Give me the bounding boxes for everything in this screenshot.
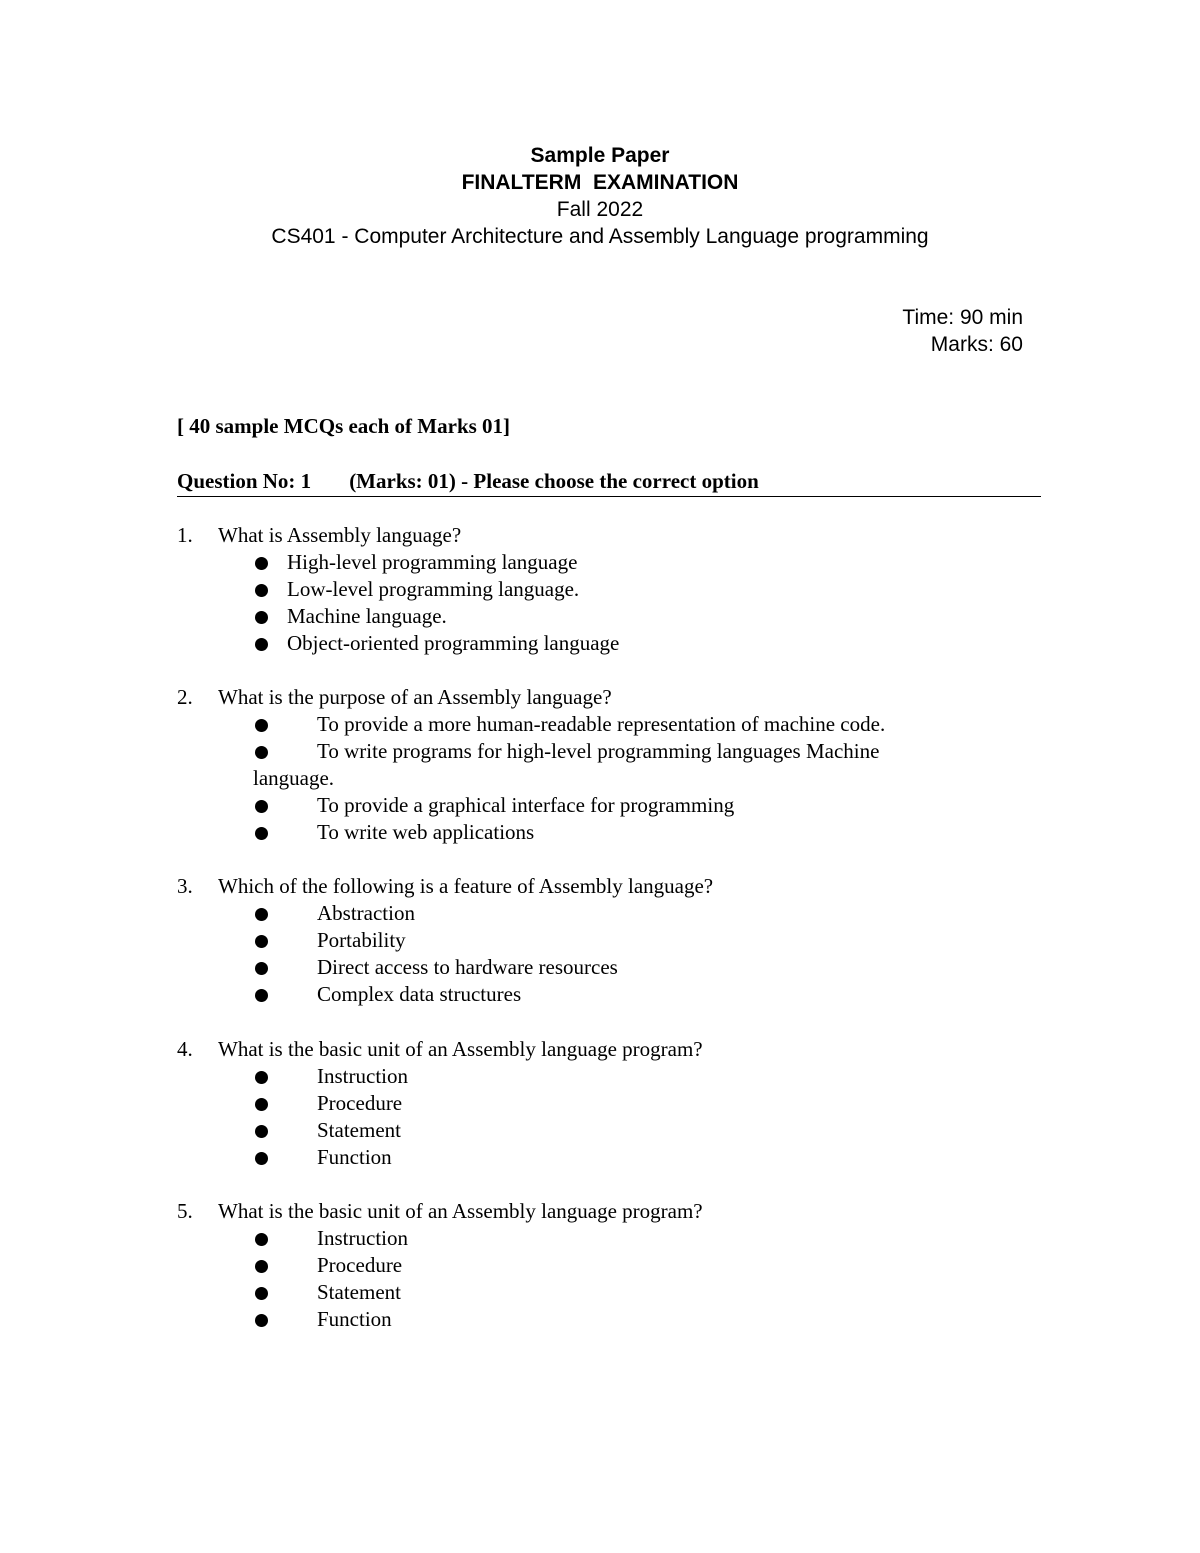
option-item — [177, 1306, 977, 1333]
bullet-icon — [255, 611, 268, 624]
bullet-icon — [255, 1314, 268, 1327]
option-item — [177, 549, 977, 576]
option-item — [177, 792, 977, 819]
question-header — [177, 468, 1041, 497]
bullet-icon — [255, 1233, 268, 1246]
option-item — [177, 1117, 977, 1144]
question-3 — [177, 873, 977, 1008]
question-number: 2. — [177, 685, 193, 709]
question-number: 1. — [177, 523, 193, 547]
option-item — [177, 819, 977, 846]
option-text: High-level programming language — [287, 550, 578, 574]
question-text: What is the basic unit of an Assembly language program? — [218, 1199, 703, 1223]
option-text: To write web applications — [317, 820, 535, 844]
option-text: To write programs for high-level programming languages Machine — [317, 739, 880, 763]
option-item — [177, 1279, 977, 1306]
question-number-label: Question No: 1 — [177, 469, 312, 493]
question-4 — [177, 1036, 977, 1171]
time-allowed: Time: 90 min — [902, 306, 1023, 329]
bullet-icon — [255, 1071, 268, 1084]
bullet-icon — [255, 827, 268, 840]
section-note: [ 40 sample MCQs each of Marks 01] — [177, 414, 511, 438]
option-item — [177, 1090, 977, 1117]
bullet-icon — [255, 962, 268, 975]
question-title — [177, 684, 977, 711]
option-text: Portability — [317, 928, 406, 952]
question-number: 3. — [177, 874, 193, 898]
bullet-icon — [255, 1152, 268, 1165]
bullet-icon — [255, 908, 268, 921]
exam-term: Fall 2022 — [556, 198, 644, 221]
question-2 — [177, 684, 977, 846]
course-title: CS401 - Computer Architecture and Assembly Language programming — [271, 225, 929, 248]
total-marks: Marks: 60 — [930, 333, 1023, 356]
exam-meta — [902, 304, 1023, 358]
question-text: What is the purpose of an Assembly language? — [218, 685, 612, 709]
paper-type: Sample Paper — [530, 144, 670, 167]
option-item — [177, 954, 977, 981]
bullet-icon — [255, 584, 268, 597]
bullet-icon — [255, 800, 268, 813]
option-text: Low-level programming language. — [287, 577, 580, 601]
question-text: Which of the following is a feature of Assembly language? — [218, 874, 714, 898]
option-item — [177, 1144, 977, 1171]
option-text: To provide a graphical interface for programming — [317, 793, 735, 817]
option-text: Procedure — [317, 1091, 403, 1115]
question-marks-label: (Marks: 01) - Please choose the correct option — [349, 469, 759, 493]
question-5 — [177, 1198, 977, 1333]
question-title — [177, 522, 977, 549]
option-item — [177, 927, 977, 954]
bullet-icon — [255, 557, 268, 570]
bullet-icon — [255, 935, 268, 948]
option-text: Machine language. — [287, 604, 447, 628]
option-text: Instruction — [317, 1226, 408, 1250]
option-text: Abstraction — [317, 901, 415, 925]
question-number: 5. — [177, 1199, 193, 1223]
bullet-icon — [255, 1125, 268, 1138]
option-item — [177, 900, 977, 927]
bullet-icon — [255, 719, 268, 732]
bullet-icon — [255, 638, 268, 651]
option-text: Complex data structures — [317, 982, 522, 1006]
option-item — [177, 1252, 977, 1279]
option-text: Object-oriented programming language — [287, 631, 620, 655]
option-text: Instruction — [317, 1064, 408, 1088]
option-text: Function — [317, 1145, 392, 1169]
question-text: What is the basic unit of an Assembly language program? — [218, 1037, 703, 1061]
question-title — [177, 873, 977, 900]
option-text: Statement — [317, 1280, 401, 1304]
option-text: Direct access to hardware resources — [317, 955, 618, 979]
option-item — [177, 603, 977, 630]
bullet-icon — [255, 1260, 268, 1273]
option-text: Statement — [317, 1118, 401, 1142]
option-item — [177, 738, 977, 792]
bullet-icon — [255, 746, 268, 759]
option-item — [177, 1063, 977, 1090]
question-number: 4. — [177, 1037, 193, 1061]
bullet-icon — [255, 989, 268, 1002]
option-text: To provide a more human-readable representation of machine code. — [317, 712, 886, 736]
exam-title: FINALTERM EXAMINATION — [461, 171, 739, 194]
option-text: Function — [317, 1307, 392, 1331]
option-item — [177, 576, 977, 603]
option-text-continued: language. — [253, 766, 335, 790]
option-item — [177, 711, 977, 738]
bullet-icon — [255, 1287, 268, 1300]
document-header — [0, 142, 1200, 250]
question-text: What is Assembly language? — [218, 523, 462, 547]
question-title — [177, 1198, 977, 1225]
option-item — [177, 981, 977, 1008]
question-1 — [177, 522, 977, 657]
option-item — [177, 630, 977, 657]
question-title — [177, 1036, 977, 1063]
bullet-icon — [255, 1098, 268, 1111]
option-text: Procedure — [317, 1253, 403, 1277]
option-item — [177, 1225, 977, 1252]
